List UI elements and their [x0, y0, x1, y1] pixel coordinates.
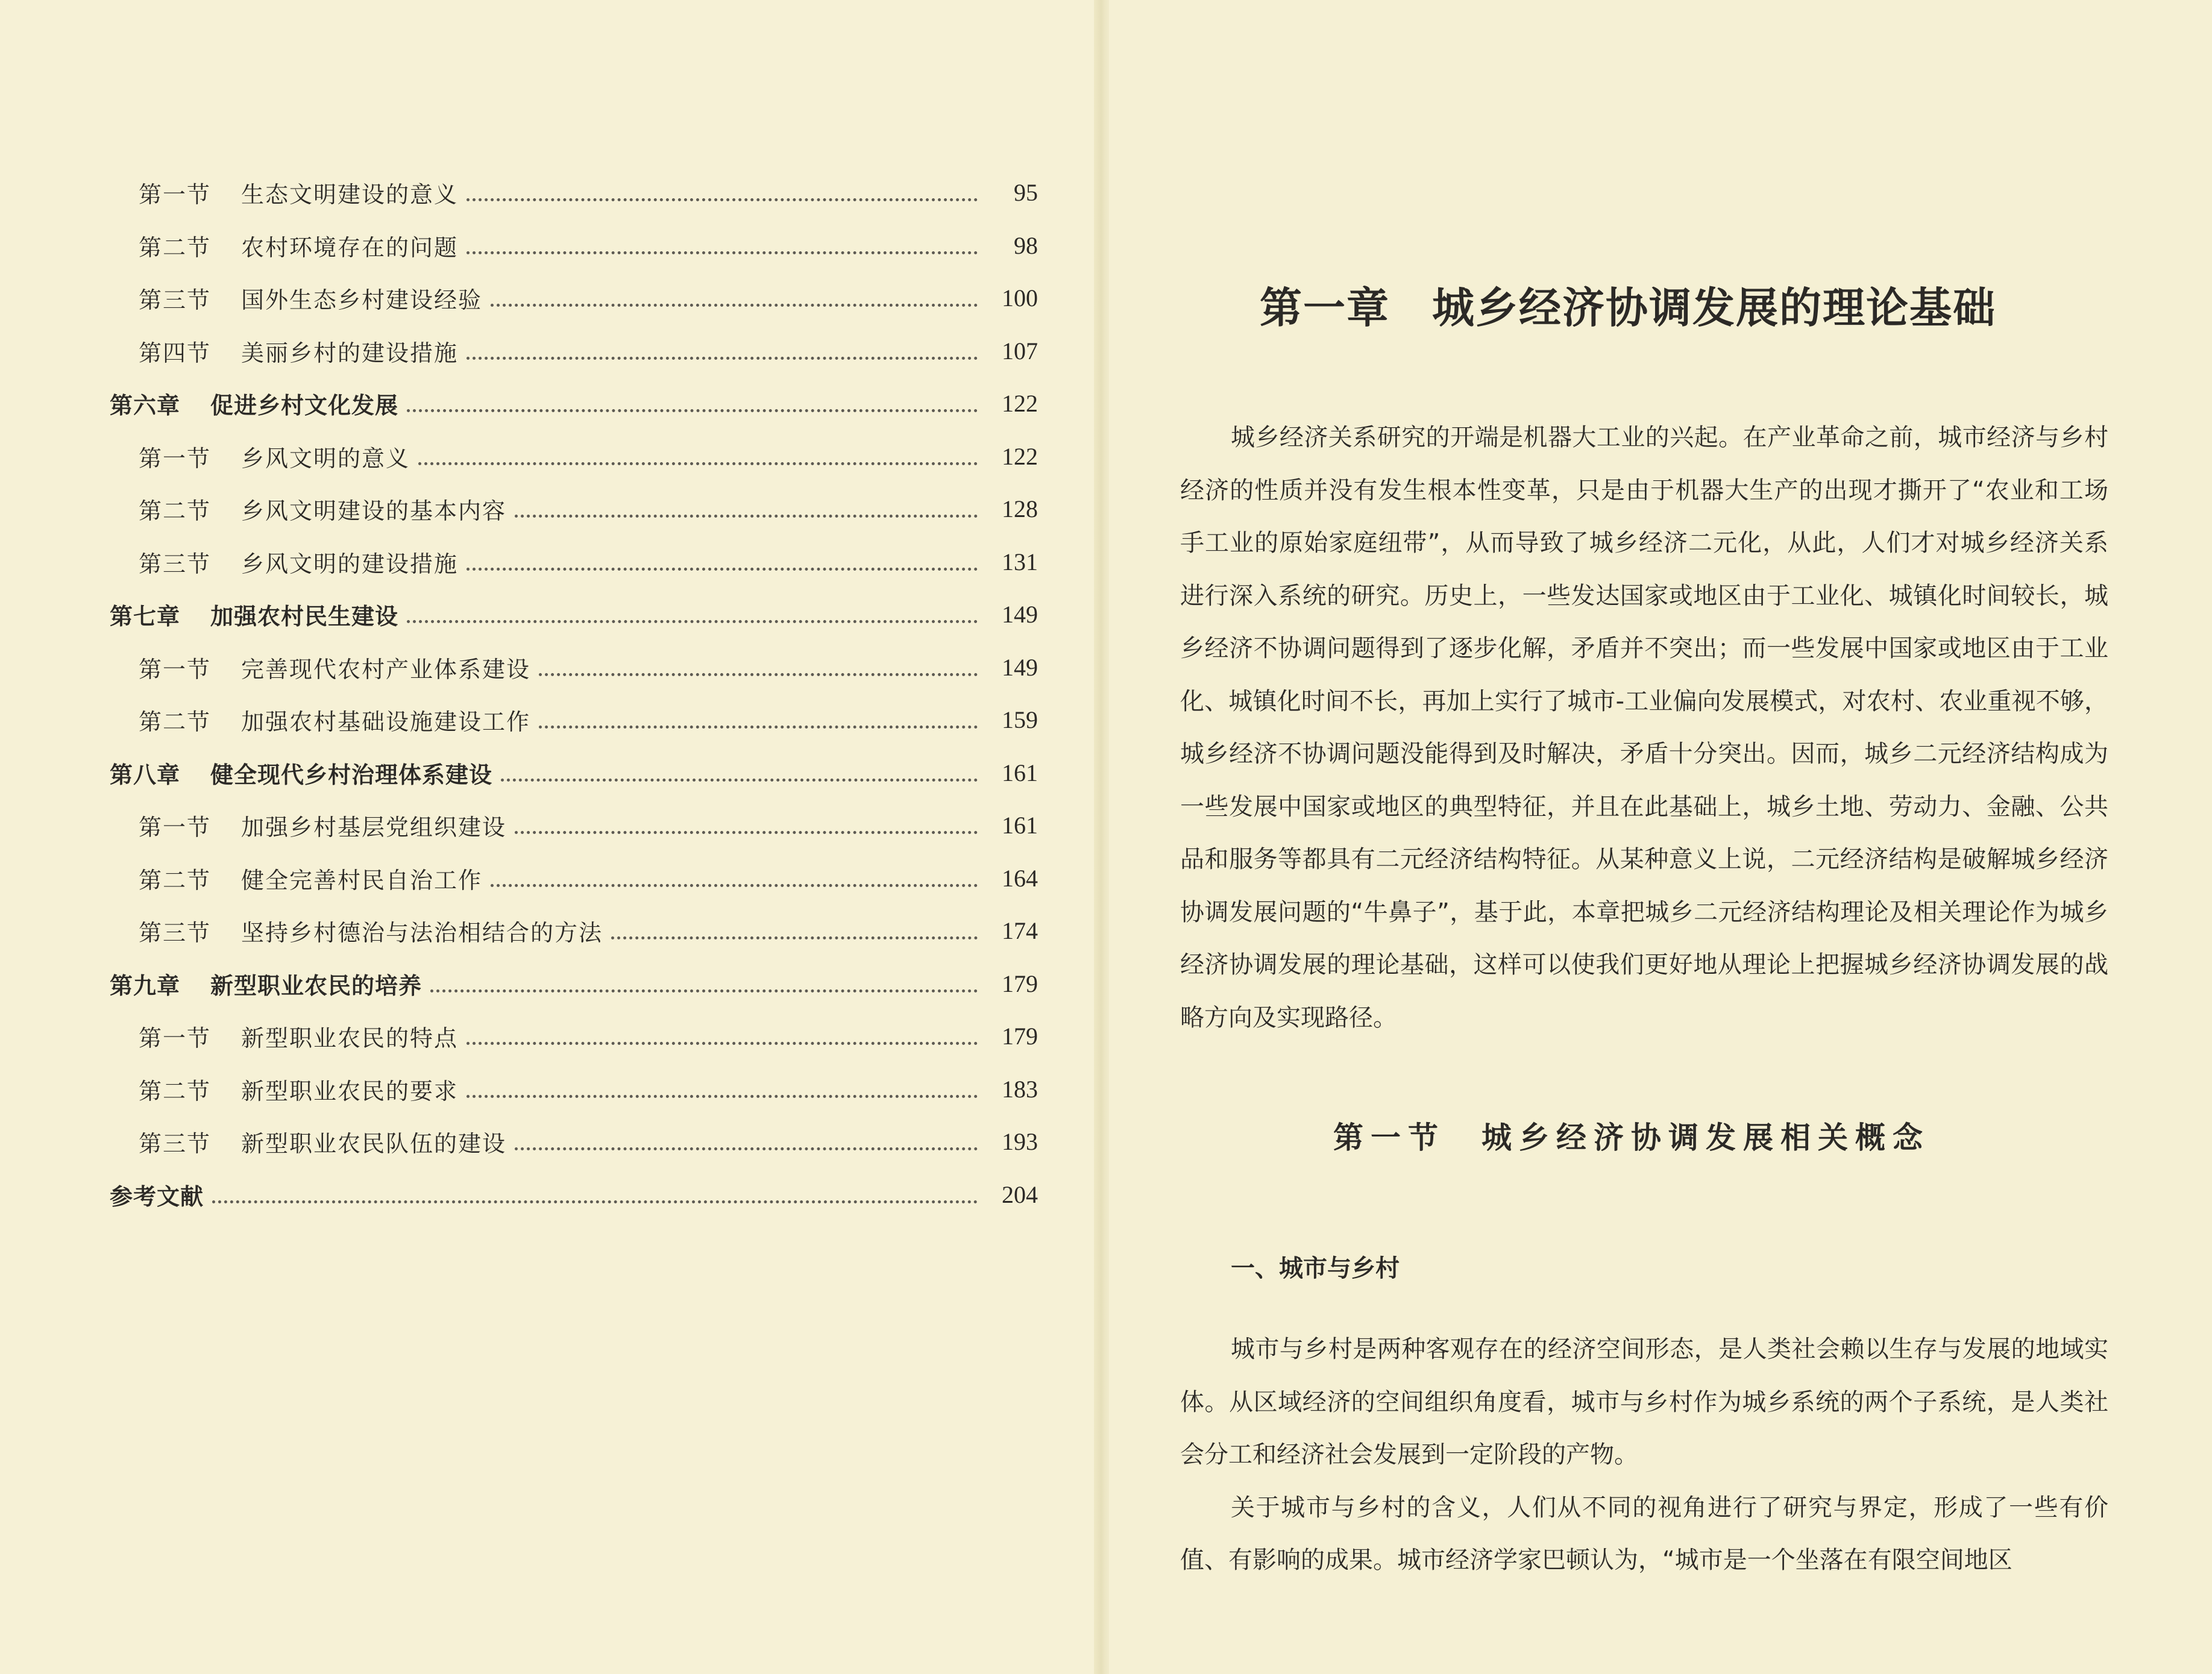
toc-chapter-row[interactable]: [110, 377, 1038, 430]
toc-chapter-row[interactable]: [110, 588, 1038, 641]
toc-entry-label: [110, 651, 530, 684]
toc-leader-dots: [501, 754, 978, 782]
toc-page-number: 204: [1002, 1180, 1038, 1208]
toc-section-row[interactable]: [110, 904, 1038, 958]
toc-page-number: 149: [1002, 653, 1038, 681]
toc-entry-number: 第三节: [139, 550, 212, 577]
toc-leader-dots: [539, 701, 978, 729]
toc-page-number: 161: [1002, 812, 1038, 839]
toc-section-row[interactable]: [110, 272, 1038, 325]
toc-entry-label: [110, 1125, 506, 1158]
toc-chapter-row[interactable]: [110, 1168, 1038, 1221]
toc-entry-label: [110, 967, 422, 1000]
toc-entry-label: [110, 703, 530, 736]
toc-entry-number: 第二节: [139, 867, 212, 894]
toc-entry-number: 第二节: [139, 709, 212, 736]
toc-page-number: 122: [1002, 442, 1038, 470]
toc-page-number: 161: [1002, 759, 1038, 786]
intro-text: [1180, 412, 2108, 1044]
toc-page-number: 100: [1002, 284, 1038, 312]
section-title: 城乡经济协调发展相关概念: [1481, 1120, 1930, 1155]
toc-entry-number: 第八章: [110, 761, 181, 788]
toc-entry-number: 第二节: [139, 1077, 212, 1105]
toc-page-number: 128: [1002, 495, 1038, 523]
toc-entry-label: [110, 492, 506, 525]
toc-entry-title: 国外生态乡村建设经验: [241, 287, 483, 314]
toc-entry-label: [110, 229, 458, 262]
toc-entry-title: 乡风文明的建设措施: [241, 550, 459, 577]
toc-entry-label: [110, 598, 398, 631]
toc-entry-number: 第三节: [139, 287, 212, 314]
toc-entry-label: [110, 440, 410, 473]
toc-chapter-row[interactable]: [110, 747, 1038, 800]
toc-leader-dots: [467, 1071, 978, 1098]
toc-entry-title: 新型职业农民队伍的建设: [241, 1130, 507, 1158]
toc-section-row[interactable]: [110, 166, 1038, 219]
toc-entry-label: [110, 809, 506, 842]
left-page: [0, 0, 1097, 1674]
toc-entry-number: 第六章: [110, 392, 181, 419]
toc-section-row[interactable]: [110, 641, 1038, 694]
toc-entry-number: 第四节: [139, 339, 212, 366]
toc-entry-number: 第三节: [139, 920, 212, 947]
toc-leader-dots: [467, 174, 978, 201]
toc-leader-dots: [539, 649, 978, 676]
toc-entry-label: [110, 1020, 458, 1053]
body-paragraph: 城市与乡村是两种客观存在的经济空间形态，是人类社会赖以生存与发展的地域实体。从区域经济的空间组织角度看，城市与乡村作为城乡系统的两个子系统，是人类社会分工和经济社会发展到一定阶段的产物。: [1180, 1335, 2108, 1469]
toc-entry-title: 新型职业农民的培养: [210, 972, 423, 999]
toc-entry-label: [110, 1073, 458, 1106]
toc-page-number: 98: [1014, 231, 1038, 259]
toc-entry-number: 第一节: [139, 181, 212, 208]
toc-page-number: 122: [1002, 390, 1038, 418]
toc-entry-number: 第七章: [110, 603, 181, 630]
toc-leader-dots: [467, 333, 978, 360]
toc-section-row[interactable]: [110, 430, 1038, 483]
toc-page-number: 193: [1002, 1128, 1038, 1156]
toc-section-row[interactable]: [110, 852, 1038, 905]
toc-leader-dots: [491, 280, 978, 307]
toc-section-row[interactable]: [110, 694, 1038, 747]
toc-entry-number: 第一节: [139, 445, 212, 472]
toc-page-number: 164: [1002, 864, 1038, 892]
toc-leader-dots: [515, 1123, 978, 1150]
toc-entry-title: 美丽乡村的建设措施: [241, 339, 459, 366]
toc-leader-dots: [515, 491, 978, 518]
toc-entry-number: 第一节: [139, 814, 212, 841]
toc-leader-dots: [515, 807, 978, 834]
toc-leader-dots: [407, 385, 978, 412]
toc-entry-label: [110, 334, 458, 368]
toc-leader-dots: [407, 596, 978, 623]
toc-leader-dots: [430, 965, 978, 992]
toc-page-number: 149: [1002, 601, 1038, 629]
toc-entry-title: 农村环境存在的问题: [241, 234, 459, 261]
toc-entry-label: [110, 387, 398, 420]
toc-page-number: 183: [1002, 1075, 1038, 1103]
subheading: 一、城市与乡村: [1231, 1255, 1400, 1282]
toc-page-number: 95: [1014, 179, 1038, 207]
toc-entry-label: [110, 1178, 204, 1211]
toc-leader-dots: [212, 1176, 978, 1203]
toc-entry-number: 第九章: [110, 972, 181, 999]
toc-entry-title: 健全现代乡村治理体系建设: [210, 761, 493, 788]
section-number: 第一节: [1333, 1120, 1445, 1155]
chapter-number: 第一章: [1260, 283, 1390, 333]
toc-entry-title: 促进乡村文化发展: [210, 392, 399, 419]
toc-section-row[interactable]: [110, 325, 1038, 378]
section-body: [1180, 1323, 2108, 1587]
table-of-contents: [110, 166, 1038, 1221]
toc-entry-title: 健全完善村民自治工作: [241, 867, 483, 894]
toc-entry-number: 第二节: [139, 234, 212, 261]
toc-page-number: 174: [1002, 917, 1038, 945]
toc-entry-title: 加强农村基础设施建设工作: [241, 709, 531, 736]
toc-entry-title: 生态文明建设的意义: [241, 181, 459, 208]
toc-entry-title: 乡风文明建设的基本内容: [241, 498, 507, 525]
toc-leader-dots: [418, 438, 978, 465]
toc-entry-title: 完善现代农村产业体系建设: [241, 656, 531, 683]
toc-entry-title: 新型职业农民的要求: [241, 1077, 459, 1105]
toc-entry-number: 第一节: [139, 1025, 212, 1052]
toc-entry-title: 坚持乡村德治与法治相结合的方法: [241, 920, 603, 947]
toc-leader-dots: [467, 544, 978, 571]
toc-entry-number: 第三节: [139, 1130, 212, 1158]
toc-page-number: 131: [1002, 548, 1038, 575]
toc-entry-number: 第二节: [139, 498, 212, 525]
toc-section-row[interactable]: [110, 483, 1038, 536]
toc-entry-number: 参考文献: [110, 1183, 204, 1210]
toc-section-row[interactable]: [110, 536, 1038, 589]
toc-entry-title: 加强乡村基层党组织建设: [241, 814, 507, 841]
body-paragraph: 关于城市与乡村的含义，人们从不同的视角进行了研究与界定，形成了一些有价值、有影响的成果。城市经济学家巴顿认为，“城市是一个坐落在有限空间地区: [1180, 1493, 2108, 1574]
toc-entry-number: 第一节: [139, 656, 212, 683]
toc-chapter-row[interactable]: [110, 958, 1038, 1011]
toc-leader-dots: [611, 912, 978, 939]
toc-page-number: 159: [1002, 706, 1038, 734]
chapter-heading: [1260, 274, 2043, 335]
toc-section-row[interactable]: [110, 1010, 1038, 1063]
toc-entry-title: 新型职业农民的特点: [241, 1025, 459, 1052]
toc-section-row[interactable]: [110, 1063, 1038, 1116]
toc-leader-dots: [467, 1018, 978, 1045]
toc-entry-label: [110, 281, 482, 315]
intro-paragraph: 城乡经济关系研究的开端是机器大工业的兴起。在产业革命之前，城市经济与乡村经济的性质并没有发生根本性变革，只是由于机器大生产的出现才撕开了“农业和工场手工业的原始家庭纽带”，从而导致了城乡经济二元化，从此，人们才对城乡经济关系进行深入系统的研究。历史上，一些发达国家或地区由于工业化、城镇化时间较长，城乡经济不协调问题得到了逐步化解，矛盾并不突出；而一些发展中国家或地区由于工业化、城镇化时间不长，再加上实行了城市-工业偏向发展模式，对农村、农业重视不够，城乡经济不协调问题没能得到及时解决，矛盾十分突出。因而，城乡二元经济结构成为一些发展中国家或地区的典型特征，并且在此基础上，城乡土地、劳动力、金融、公共品和服务等都具有二元经济结构特征。从某种意义上说，二元经济结构是破解城乡经济协调发展问题的“牛鼻子”，基于此，本章把城乡二元经济结构理论及相关理论作为城乡经济协调发展的理论基础，这样可以使我们更好地从理论上把握城乡经济协调发展的战略方向及实现路径。: [1180, 424, 2108, 1032]
toc-page-number: 107: [1002, 337, 1038, 365]
chapter-title: 城乡经济协调发展的理论基础: [1432, 283, 1996, 333]
toc-entry-label: [110, 862, 482, 895]
toc-section-row[interactable]: [110, 1115, 1038, 1168]
toc-entry-label: [110, 914, 603, 947]
toc-entry-title: 乡风文明的意义: [241, 445, 410, 472]
toc-entry-title: 加强农村民生建设: [210, 603, 399, 630]
toc-page-number: 179: [1002, 970, 1038, 997]
toc-page-number: 179: [1002, 1023, 1038, 1050]
toc-entry-label: [110, 756, 492, 789]
toc-leader-dots: [491, 860, 978, 887]
toc-leader-dots: [467, 227, 978, 254]
toc-entry-label: [110, 176, 458, 209]
toc-section-row[interactable]: [110, 219, 1038, 272]
toc-section-row[interactable]: [110, 799, 1038, 852]
toc-entry-label: [110, 545, 458, 578]
section-heading: [1333, 1114, 1996, 1157]
